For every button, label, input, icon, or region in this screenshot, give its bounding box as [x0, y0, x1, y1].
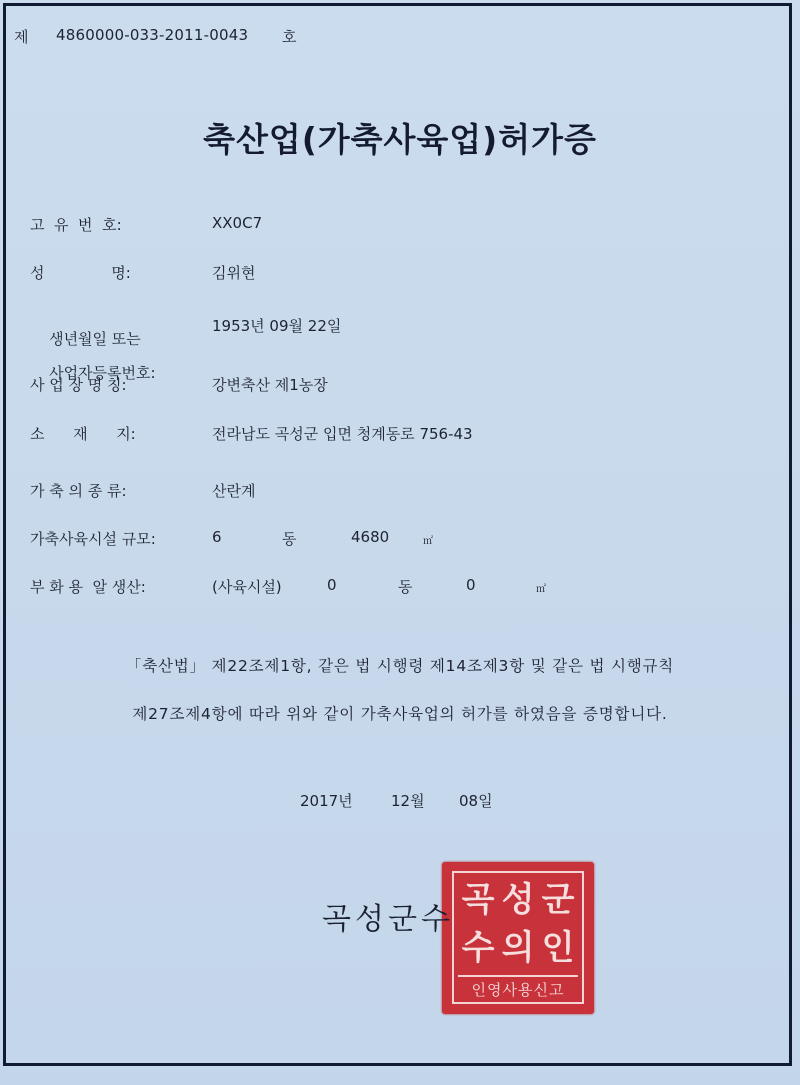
hatching-area-unit: ㎡ [536, 584, 546, 595]
serial-prefix: 제 [14, 28, 29, 46]
official-seal [442, 862, 594, 1014]
field-value: 1953년 09월 22일 [212, 317, 342, 335]
field-label-line1: 생년월일 또는 [49, 330, 141, 348]
field-label: 소 재 지: [30, 425, 136, 443]
document-title: 축산업(가축사육업)허가증 [203, 120, 597, 159]
field-label: 사 업 장 명 칭: [30, 376, 127, 394]
seal-char: 군 [541, 880, 575, 920]
field-facility-scale [30, 528, 212, 549]
field-name [30, 262, 255, 283]
seal-char: 인 [541, 928, 575, 968]
issuer-name: 곡성군수 [322, 902, 454, 937]
issue-year: 2017년 [300, 792, 353, 810]
hatching-area: 0 [466, 576, 476, 594]
field-value: 강변축산 제1농장 [212, 376, 328, 394]
seal-char: 의 [501, 928, 535, 968]
seal-inner-frame [452, 871, 584, 1004]
facility-area: 4680 [351, 528, 390, 546]
serial-suffix: 호 [282, 28, 297, 46]
field-location [30, 423, 473, 444]
facility-area-unit: ㎡ [423, 536, 433, 547]
field-value: 전라남도 곡성군 입면 청계동로 756-43 [212, 425, 473, 443]
statement-line-2: 제27조제4항에 따라 위와 같이 가축사육업의 허가를 하였음을 증명합니다. [132, 705, 668, 723]
field-unique-number [30, 214, 262, 235]
seal-bottom-text: 인영사용신고 [471, 981, 565, 999]
field-business-name [30, 374, 328, 395]
field-value: 김위현 [212, 264, 256, 282]
field-label: 성 명: [30, 264, 131, 282]
facility-buildings: 6 [212, 528, 222, 546]
field-hatching-egg [30, 576, 212, 597]
seal-characters [458, 877, 578, 973]
hatching-building-unit: 동 [398, 578, 413, 596]
issue-month: 12월 [391, 792, 425, 810]
statement-line-1: 「축산법」 제22조제1항, 같은 법 시행령 제14조제3항 및 같은 법 시행규칙 [125, 657, 675, 675]
seal-char: 곡 [461, 880, 495, 920]
field-livestock-type [30, 480, 255, 501]
issue-day: 08일 [459, 792, 493, 810]
field-label-line2: 사업자등록번호: [49, 364, 156, 382]
facility-building-unit: 동 [282, 530, 297, 548]
paper-bottom-edge [0, 1070, 800, 1085]
field-value: 산란계 [212, 482, 256, 500]
hatching-qualifier: (사육시설) [212, 578, 282, 596]
field-label: 부 화 용 알 생산: [30, 578, 146, 596]
seal-char: 성 [501, 880, 535, 920]
hatching-buildings: 0 [327, 576, 337, 594]
field-label: 고 유 번 호: [30, 216, 122, 234]
field-label: 가 축 의 종 류: [30, 482, 127, 500]
seal-char: 수 [461, 928, 495, 968]
field-label: 가축사육시설 규모: [30, 530, 156, 548]
field-value: XX0C7 [212, 214, 263, 232]
seal-divider [458, 975, 578, 977]
serial-number: 4860000-033-2011-0043 [56, 26, 249, 44]
serial-number-line [14, 26, 297, 47]
